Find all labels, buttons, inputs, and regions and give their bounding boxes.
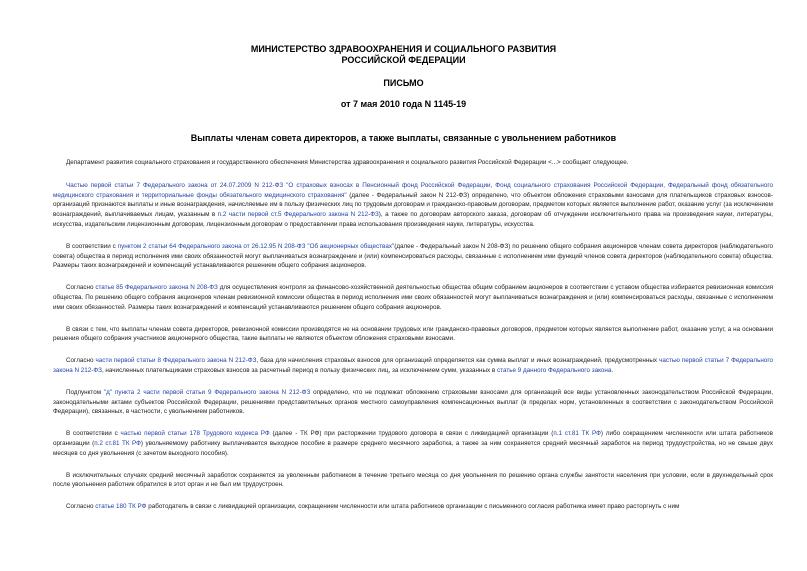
document-title: Выплаты членам совета директоров, а также выплаты, связанные с увольнением работников [190,133,617,143]
paragraph-intro: Департамент развития социального страхования и государственного обеспечения Министерства здравоохранения и социального развития Российской Федерации <...> сообщает следующее. [66,159,629,166]
law-link-208fz-art64[interactable]: пунктом 2 статьи 64 Федерального закона от 26.12.95 N 208-ФЗ "Об акционерных обществах" [117,242,395,250]
document-date: от 7 мая 2010 года N 1145-19 [340,99,467,109]
paragraph-object-of-taxation: Частью первой статьи 7 Федерального закона от 24.07.2009 N 212-ФЗ "О страховых взносах в Пенсионный фонд Российской Федерации, Фонд социального страхования Российской Федерации, Федеральный фонд обязательного медицинского страхования и территориальные фонды обязательного медицинского страхования" (далее - Федеральный закон N 212-ФЗ) определено, что объектом обложения страховыми взносами для плательщиков страховых взносов-организаций признаются выплаты и иные вознаграждения, начисляемые им в пользу физических лиц по трудовым договорам и гражданско-правовым договорам, предметом которых является выполнение работ, оказание услуг (за исключением вознаграждений, выплачиваемых лицам, указанным в п.2 части первой ст.5 Федерального закона N 212-ФЗ), а также по договорам авторского заказа, договорам об отчуждении исключительного права на произведения науки, литературы, искусства, издательским лицензионным договорам, лицензионным договорам о предоставлении права использования произведения науки, литературы, искусства. [53,181,773,228]
law-link-tk-art81-p1[interactable]: п.1 ст.81 ТК РФ [553,430,601,438]
law-link-212fz-art8[interactable]: части первой статьи 8 Федерального закона N 212-ФЗ [95,357,257,365]
document-body [53,158,773,524]
paragraph-conclusion-board: В связи с тем, что выплаты членам совета директоров, ревизионной комиссии производятся не на основании трудовых или гражданско-правовых договоров, предметом которых является выполнение работ, оказание услуг, а на основании решения общего собрания участников акционерного общества, такие выплаты не являются объектом обложения страховыми взносами. [53,325,773,343]
ministry-name [0,44,807,66]
ministry-line-2: РОССИЙСКОЙ ФЕДЕРАЦИИ [341,55,466,65]
law-link-tk-art180[interactable]: статье 180 ТК РФ [95,503,147,511]
law-link-212fz-art7[interactable]: Частью первой статьи 7 Федерального закона от 24.07.2009 N 212-ФЗ "О страховых взносах в Пенсионный фонд Российской Федерации, Фонд социального страхования Российской Федерации, Федеральный фонд обязательного медицинского страхования и территориальные фонды обязательного медицинского страхования" [53,181,773,199]
law-link-212fz-art9-d[interactable]: "д" пункта 2 части первой статьи 9 Федерального закона N 212-ФЗ [103,388,311,396]
paragraph-tax-base: Согласно части первой статьи 8 Федерального закона N 212-ФЗ, база для начисления страховых взносов для организаций определяется как сумма выплат и иных вознаграждений, предусмотренных частью первой статьи 7 Федерального закона N 212-ФЗ, начисленных плательщиками страховых взносов за расчетный период в пользу физических лиц, за исключением сумм, указанных в статье 9 данного Федерального закона. [53,357,773,374]
paragraph-audit-commission: Согласно статье 85 Федерального закона N 208-ФЗ для осуществления контроля за финансово-хозяйственной деятельностью общества общим собранием акционеров в соответствии с уставом общества избирается ревизионная комиссия общества. По решению общего собрания акционеров членам ревизионной комиссии общества в период исполнения ими своих обязанностей могут выплачиваться вознаграждения и (или) компенсироваться расходы, связанные с исполнением ими своих обязанностей. Размеры таких вознаграждений и компенсаций устанавливаются решением общего собрания акционеров. [53,284,774,311]
law-link-212fz-art7-second[interactable]: частью первой статьи 7 Федерального закона N 212-ФЗ [53,357,773,374]
law-link-212fz-art9[interactable]: статье 9 данного Федерального закона [497,366,612,374]
paragraph-third-month: В исключительных случаях средний месячный заработок сохраняется за уволенным работником в течение третьего месяца со дня увольнения по решению органа службы занятости населения при условии, если в двухнедельный срок после увольнения работник обратился в этот орган и не был им трудоустроен. [53,471,773,489]
ministry-line-1: МИНИСТЕРСТВО ЗДРАВООХРАНЕНИЯ И СОЦИАЛЬНОГО РАЗВИТИЯ [250,44,557,54]
law-link-tk-art178[interactable]: частью первой статьи 178 Трудового кодекса РФ [120,430,270,438]
law-link-208fz-art85[interactable]: статье 85 Федерального закона N 208-ФЗ [95,284,218,292]
paragraph-severance-pay: В соответствии с частью первой статьи 178 Трудового кодекса РФ (далее - ТК РФ) при расторжении трудового договора в связи с ликвидацией организации (п.1 ст.81 ТК РФ) либо сокращением численности или штата работников организации (п.2 ст.81 ТК РФ) увольняемому работнику выплачивается выходное пособие в размере среднего месячного заработка, а также за ним сохраняется средний месячный заработок на период трудоустройства, но не свыше двух месяцев со дня увольнения (с зачетом выходного пособия). [53,430,773,457]
document-type: ПИСЬМО [383,78,424,88]
law-link-212fz-art5[interactable]: п.2 части первой ст.5 Федерального закона N 212-ФЗ [217,211,379,219]
paragraph-exemptions: Подпунктом "д" пункта 2 части первой статьи 9 Федерального закона N 212-ФЗ определено, что не подлежат обложению страховыми взносами для организаций все виды установленных законодательством Российской Федерации, законодательными актами субъектов Российской Федерации, решениями представительных органов местного самоуправления компенсационных выплат (в пределах норм, установленных в соответствии с законодательством Российской Федерации), связанных, в частности, с увольнением работников. [53,388,774,416]
law-link-tk-art81-p2[interactable]: п.2 ст.81 ТК РФ [94,439,141,447]
paragraph-early-termination: Согласно статье 180 ТК РФ работодатель в связи с ликвидацией организации, сокращением численности или штата работников организации с письменного согласия работника имеет право расторгнуть с ним [66,503,680,511]
paragraph-board-remuneration: В соответствии с пунктом 2 статьи 64 Федерального закона от 26.12.95 N 208-ФЗ "Об акционерных обществах"(далее - Федеральный закон N 208-ФЗ) по решению общего собрания акционеров членам совета директоров (наблюдательного совета) общества в период исполнения ими своих обязанностей могут выплачиваться вознаграждение и (или) компенсироваться расходы, связанные с исполнением ими функций членов совета директоров (наблюдательного совета) общества. Размеры таких вознаграждений и компенсаций устанавливаются решением общего собрания акционеров. [53,242,774,270]
